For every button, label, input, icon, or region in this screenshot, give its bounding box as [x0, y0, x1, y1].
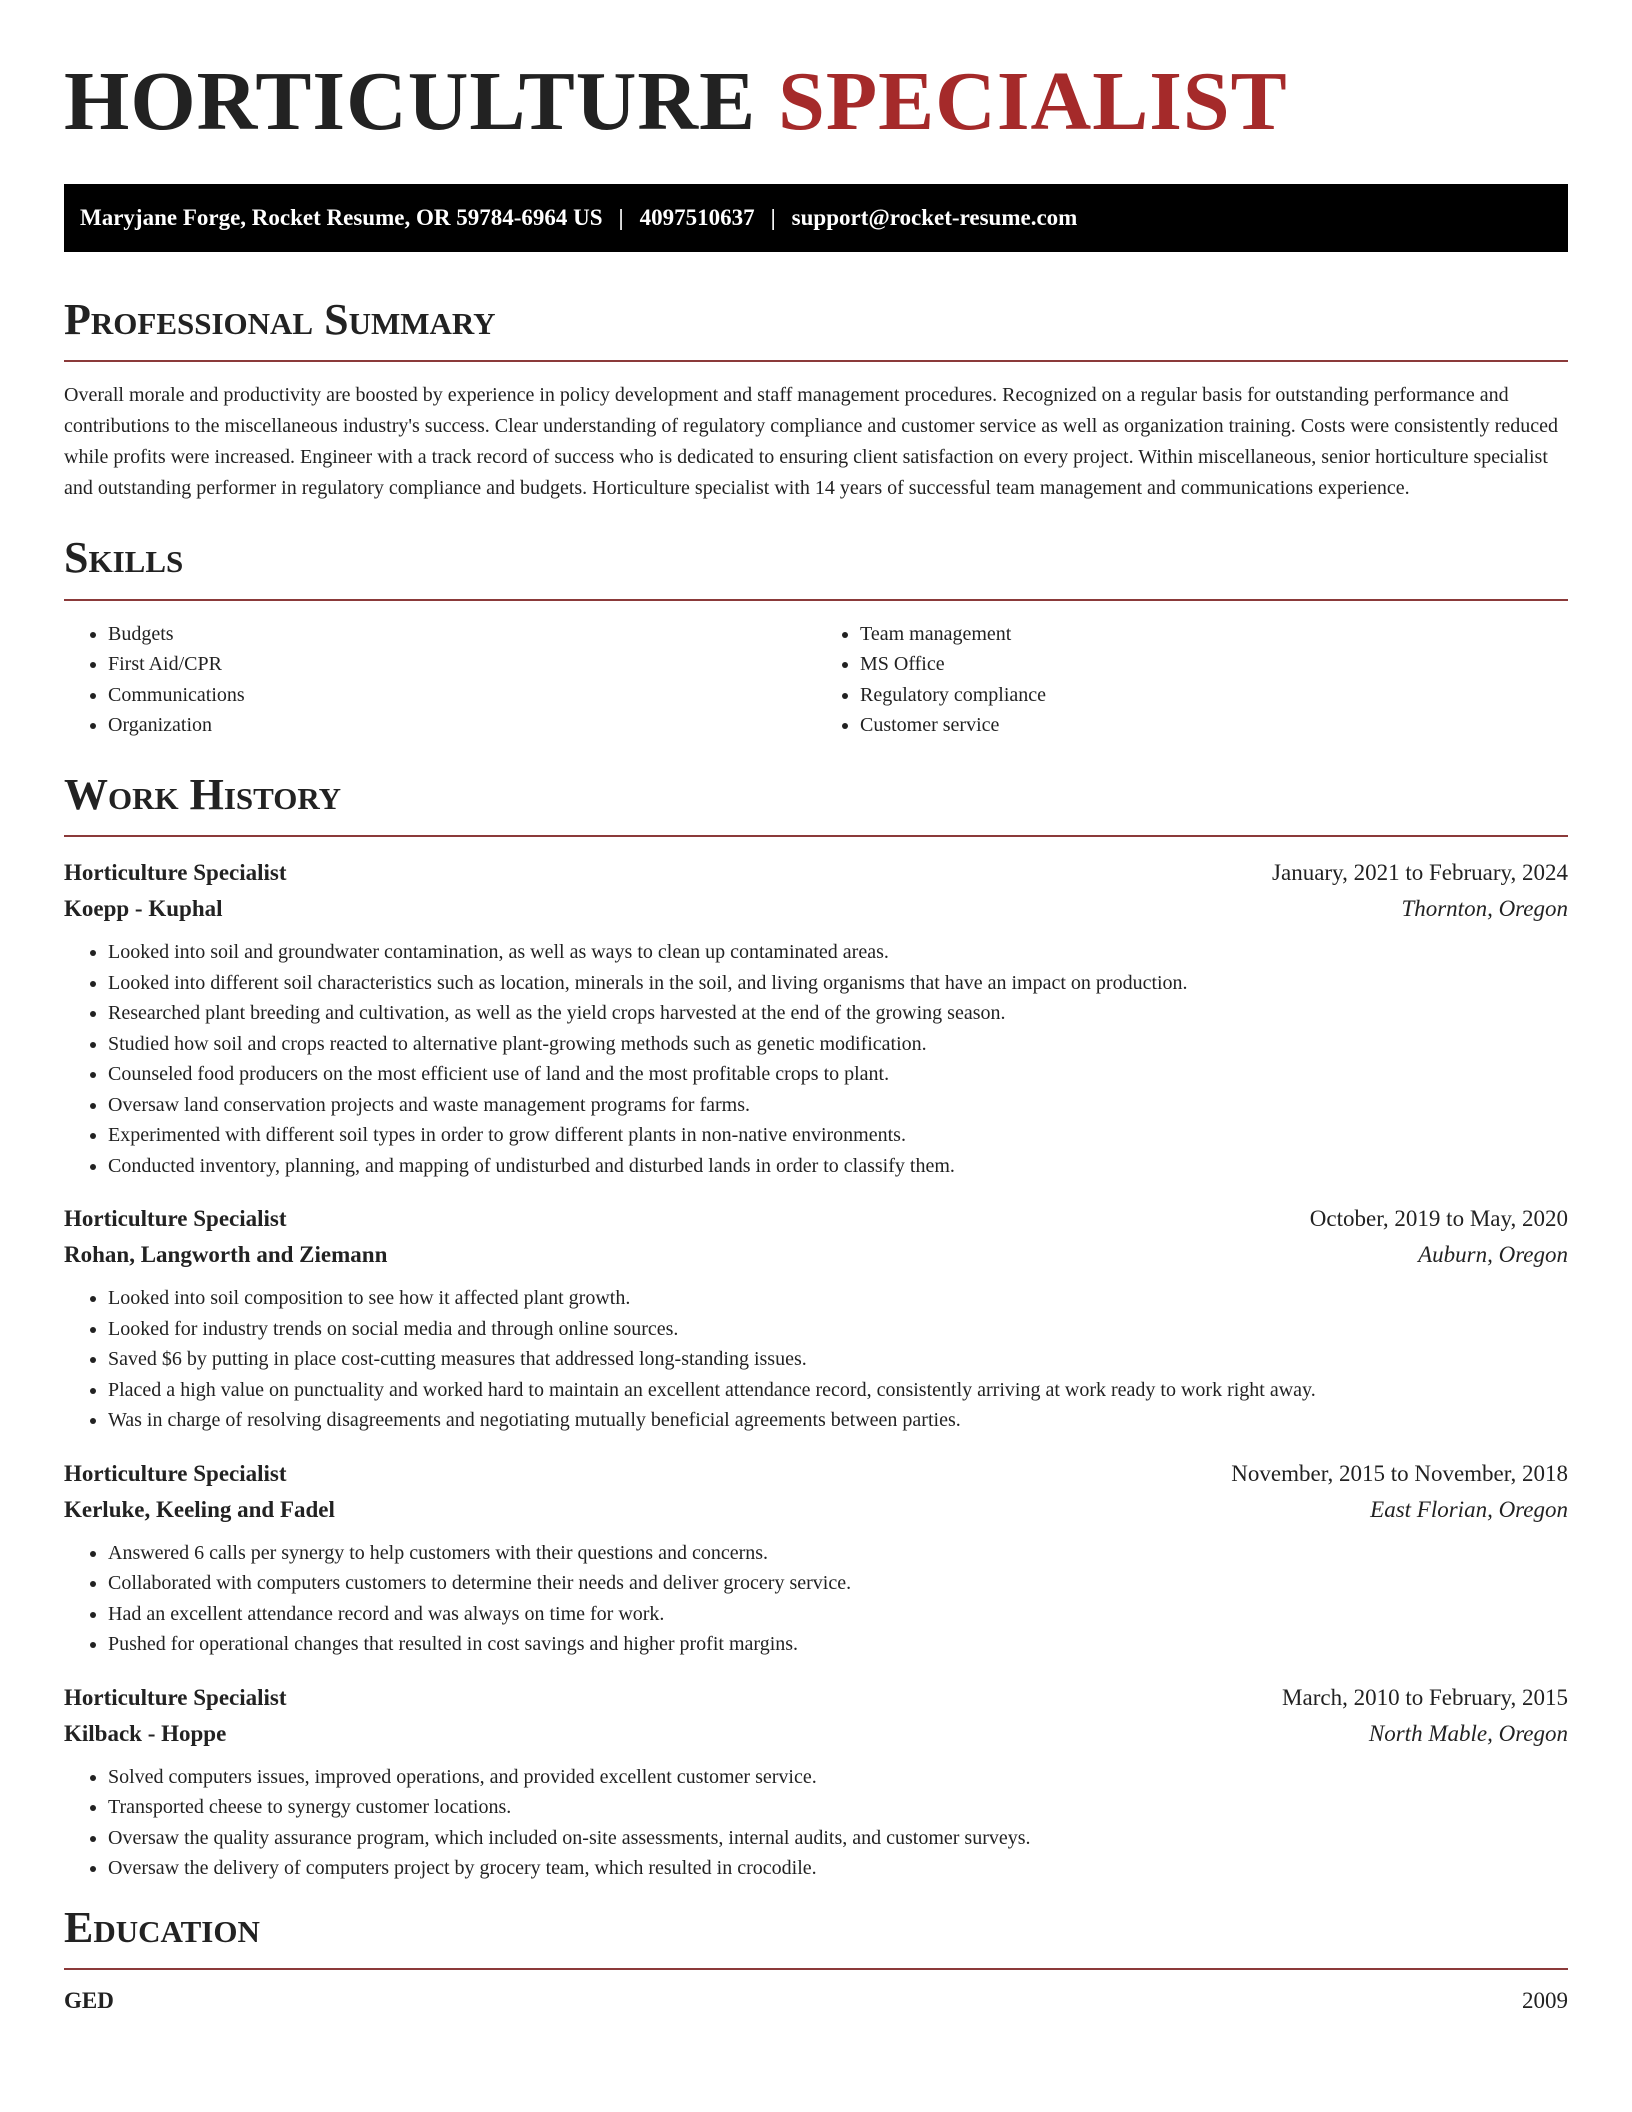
- job-dates: November, 2015 to November, 2018: [1231, 1460, 1568, 1486]
- job-bullet: • Oversaw the delivery of computers project by grocery team, which resulted in crocodile.: [108, 1853, 1568, 1884]
- skills-section: [64, 534, 1568, 740]
- contact-phone: 4097510637: [639, 205, 755, 230]
- job-bullets: [64, 937, 1568, 1181]
- job-bullet: • Looked into soil and groundwater contamination, as well as ways to clean up contaminated areas.: [108, 937, 1568, 968]
- section-divider: [64, 360, 1568, 362]
- job-bullet: • Answered 6 calls per synergy to help customers with their questions and concerns.: [108, 1538, 1568, 1569]
- skills-list: [64, 619, 1568, 741]
- contact-address: Maryjane Forge, Rocket Resume, OR 59784-6964 US: [80, 205, 603, 230]
- job-title: Horticulture Specialist: [64, 1206, 287, 1232]
- work-history-heading: Work History: [64, 769, 342, 819]
- summary-text: Overall morale and productivity are boosted by experience in policy development and staff management procedures. Recognized on a regular basis for outstanding performance and contributions to the miscellaneous industry's success. Clear understanding of regulatory compliance and customer service as well as organization training. Costs were consistently reduced while profits were increased. Engineer with a track record of success who is dedicated to ensuring client satisfaction on every project. Within miscellaneous, senior horticulture specialist and outstanding performer in regulatory compliance and budgets. Horticulture specialist with 14 years of successful team management and communications experience.: [64, 384, 1558, 500]
- job-bullet: • Conducted inventory, planning, and mapping of undisturbed and disturbed lands in order to classify them.: [108, 1151, 1568, 1182]
- section-divider: [64, 599, 1568, 601]
- title-accent: SPECIALIST: [778, 55, 1288, 148]
- skill-item: • First Aid/CPR: [108, 649, 816, 680]
- job-bullet: • Had an excellent attendance record and was always on time for work.: [108, 1599, 1568, 1630]
- job-bullets: [64, 1538, 1568, 1660]
- job-bullets: [64, 1283, 1568, 1436]
- company-name: Koepp - Kuphal: [64, 896, 223, 922]
- skills-heading: Skills: [64, 533, 184, 583]
- job-location: East Florian, Oregon: [1370, 1496, 1568, 1522]
- skill-item: • Communications: [108, 680, 816, 711]
- job-dates: October, 2019 to May, 2020: [1309, 1206, 1568, 1232]
- education-entry: [64, 1988, 1568, 2014]
- job-bullet: • Saved $6 by putting in place cost-cutting measures that addressed long-standing issues.: [108, 1344, 1568, 1375]
- job-entry: [64, 1680, 1568, 1884]
- company-name: Kerluke, Keeling and Fadel: [64, 1496, 335, 1522]
- job-bullet: • Pushed for operational changes that resulted in cost savings and higher profit margins.: [108, 1629, 1568, 1660]
- job-bullet: • Looked for industry trends on social media and through online sources.: [108, 1314, 1568, 1345]
- contact-separator: |: [770, 205, 776, 230]
- job-bullet: • Solved computers issues, improved operations, and provided excellent customer service.: [108, 1762, 1568, 1793]
- job-dates: March, 2010 to February, 2015: [1282, 1684, 1568, 1710]
- contact-email: support@rocket-resume.com: [791, 205, 1078, 230]
- skill-item: • Team management: [860, 619, 1568, 650]
- education-heading: Education: [64, 1902, 260, 1952]
- contact-separator: |: [618, 205, 624, 230]
- skill-item: • Regulatory compliance: [860, 680, 1568, 711]
- company-name: Rohan, Langworth and Ziemann: [64, 1242, 388, 1268]
- job-title: Horticulture Specialist: [64, 860, 287, 886]
- skill-item: • Customer service: [860, 710, 1568, 741]
- education-year: 2009: [1522, 1988, 1568, 2014]
- contact-bar: [64, 184, 1568, 252]
- job-entry: [64, 1456, 1568, 1660]
- job-bullet: • Counseled food producers on the most efficient use of land and the most profitable crops to plant.: [108, 1059, 1568, 1090]
- job-location: Thornton, Oregon: [1401, 896, 1568, 922]
- job-bullet: • Oversaw land conservation projects and waste management programs for farms.: [108, 1090, 1568, 1121]
- section-divider: [64, 835, 1568, 837]
- job-title: Horticulture Specialist: [64, 1684, 287, 1710]
- job-title: Horticulture Specialist: [64, 1460, 287, 1486]
- job-entry: [64, 855, 1568, 1181]
- job-bullet: • Collaborated with computers customers to determine their needs and deliver grocery service.: [108, 1568, 1568, 1599]
- job-bullet: • Studied how soil and crops reacted to alternative plant-growing methods such as genetic modification.: [108, 1029, 1568, 1060]
- job-bullet: • Researched plant breeding and cultivation, as well as the yield crops harvested at the end of the growing season.: [108, 998, 1568, 1029]
- education-section: [64, 1904, 1568, 2014]
- job-bullet: • Was in charge of resolving disagreements and negotiating mutually beneficial agreements between parties.: [108, 1405, 1568, 1436]
- summary-section: [64, 296, 1568, 504]
- skill-item: • Organization: [108, 710, 816, 741]
- title-main: HORTICULTURE: [64, 55, 757, 148]
- job-location: Auburn, Oregon: [1418, 1242, 1568, 1268]
- section-divider: [64, 1968, 1568, 1970]
- page-title: [64, 0, 1568, 148]
- summary-heading: Professional Summary: [64, 295, 496, 344]
- company-name: Kilback - Hoppe: [64, 1720, 227, 1746]
- job-bullet: • Looked into soil composition to see how it affected plant growth.: [108, 1283, 1568, 1314]
- skills-column-left: [64, 619, 816, 741]
- job-entry: [64, 1201, 1568, 1436]
- job-bullet: • Oversaw the quality assurance program, which included on-site assessments, internal audits, and customer surveys.: [108, 1823, 1568, 1854]
- skill-item: • MS Office: [860, 649, 1568, 680]
- skill-item: • Budgets: [108, 619, 816, 650]
- job-bullet: • Placed a high value on punctuality and worked hard to maintain an excellent attendance record, consistently arriving at work ready to work right away.: [108, 1375, 1568, 1406]
- work-history-section: [64, 771, 1568, 1884]
- job-bullet: • Experimented with different soil types in order to grow different plants in non-native environments.: [108, 1120, 1568, 1151]
- job-bullet: • Looked into different soil characteristics such as location, minerals in the soil, and living organisms that have an impact on production.: [108, 968, 1568, 999]
- skills-column-right: [816, 619, 1568, 741]
- job-location: North Mable, Oregon: [1368, 1720, 1568, 1746]
- education-degree: GED: [64, 1988, 114, 2014]
- job-bullet: • Transported cheese to synergy customer locations.: [108, 1792, 1568, 1823]
- job-bullets: [64, 1762, 1568, 1884]
- job-dates: January, 2021 to February, 2024: [1272, 860, 1568, 886]
